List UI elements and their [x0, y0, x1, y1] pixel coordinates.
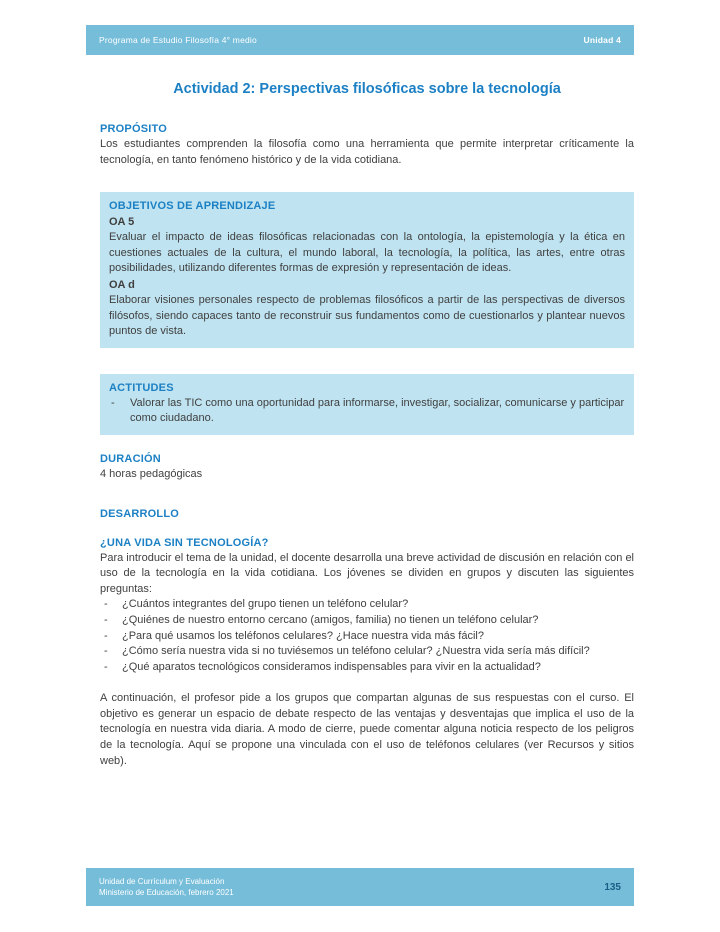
- question-text: ¿Quiénes de nuestro entorno cercano (amigos, familia) no tienen un teléfono celular?: [122, 613, 539, 626]
- page-header-bar: [86, 25, 634, 55]
- dash-bullet: -: [104, 660, 108, 673]
- page-content: [100, 55, 634, 769]
- list-item: [100, 660, 634, 676]
- vida-sin-tecnologia-heading: ¿UNA VIDA SIN TECNOLOGÍA?: [100, 536, 269, 549]
- footer-credits: [99, 876, 234, 898]
- desarrollo-heading: DESARROLLO: [100, 507, 179, 520]
- page-footer-bar: [86, 868, 634, 906]
- proposito-body: Los estudiantes comprenden la filosofía como una herramienta que permite interpretar críticamente la tecnología, en tanto fenómeno histórico y de la vida cotidiana.: [100, 138, 634, 166]
- page-number: 135: [604, 881, 621, 893]
- oa-d-label: OA d: [109, 278, 135, 291]
- objetivos-heading: OBJETIVOS DE APRENDIZAJE: [109, 200, 276, 213]
- oa-d-text: Elaborar visiones personales respecto de problemas filosóficos a partir de las perspectivas de diversos filósofos, siendo capaces tanto de reconstruir sus fundamentos como de cuestionarlos y plantear nuevos puntos de vista.: [109, 293, 625, 338]
- activity-title: Actividad 2: Perspectivas filosóficas sobre la tecnología: [173, 81, 561, 97]
- list-item: [100, 644, 634, 660]
- questions-list: [100, 597, 634, 675]
- footer-line2: Ministerio de Educación, febrero 2021: [99, 888, 234, 897]
- actitudes-item: [109, 396, 625, 427]
- vida-intro-paragraph: Para introducir el tema de la unidad, el docente desarrolla una breve actividad de discusión en relación con el uso de la tecnología en la vida cotidiana. Los jóvenes se dividen en grupos y discuten las siguientes preguntas:: [100, 551, 634, 595]
- dash-bullet: -: [111, 396, 115, 409]
- question-text: ¿Cómo sería nuestra vida si no tuviésemos un teléfono celular? ¿Nuestra vida sería más difícil?: [122, 645, 590, 658]
- duracion-heading: DURACIÓN: [100, 452, 161, 465]
- list-item: [100, 629, 634, 645]
- actitudes-item-text: Valorar las TIC como una oportunidad para informarse, investigar, socializar, comunicarse y participar como ciudadano.: [130, 396, 625, 425]
- header-unit-label: Unidad 4: [583, 35, 621, 45]
- question-text: ¿Para qué usamos los teléfonos celulares? ¿Hace nuestra vida más fácil?: [122, 629, 484, 642]
- dash-bullet: -: [104, 645, 108, 658]
- header-program-title: Programa de Estudio Filosofía 4° medio: [99, 35, 257, 45]
- actitudes-heading: ACTITUDES: [109, 381, 174, 394]
- list-item: [100, 613, 634, 629]
- vida-closing-paragraph: A continuación, el profesor pide a los grupos que compartan algunas de sus respuestas con el curso. El objetivo es generar un espacio de debate respecto de las ventajas y desventajas que implica el uso de la tecnología en nuestra vida diaria. A modo de cierre, puede comentar alguna noticia respecto de los peligros de la tecnología. Aquí se propone una vinculada con el uso de teléfonos celulares (ver Recursos y sitios web).: [100, 692, 634, 767]
- dash-bullet: -: [104, 613, 108, 626]
- actitudes-box: [100, 374, 634, 435]
- objetivos-box: [100, 192, 634, 348]
- proposito-heading: PROPÓSITO: [100, 123, 167, 135]
- oa-5-text: Evaluar el impacto de ideas filosóficas relacionadas con la ontología, la epistemología y la ética en cuestiones actuales de la cultura, el mundo laboral, la tecnología, la política, las artes, entre otras posibilidades, utilizando diferentes formas de expresión y representación de ideas.: [109, 231, 625, 275]
- footer-line1: Unidad de Currículum y Evaluación: [99, 877, 225, 886]
- dash-bullet: -: [104, 629, 108, 642]
- oa-5-label: OA 5: [109, 216, 135, 229]
- question-text: ¿Cuántos integrantes del grupo tienen un teléfono celular?: [122, 598, 409, 611]
- list-item: [100, 597, 634, 613]
- duracion-body: 4 horas pedagógicas: [100, 467, 203, 480]
- question-text: ¿Qué aparatos tecnológicos consideramos indispensables para vivir en la actualidad?: [122, 660, 541, 673]
- dash-bullet: -: [104, 598, 108, 611]
